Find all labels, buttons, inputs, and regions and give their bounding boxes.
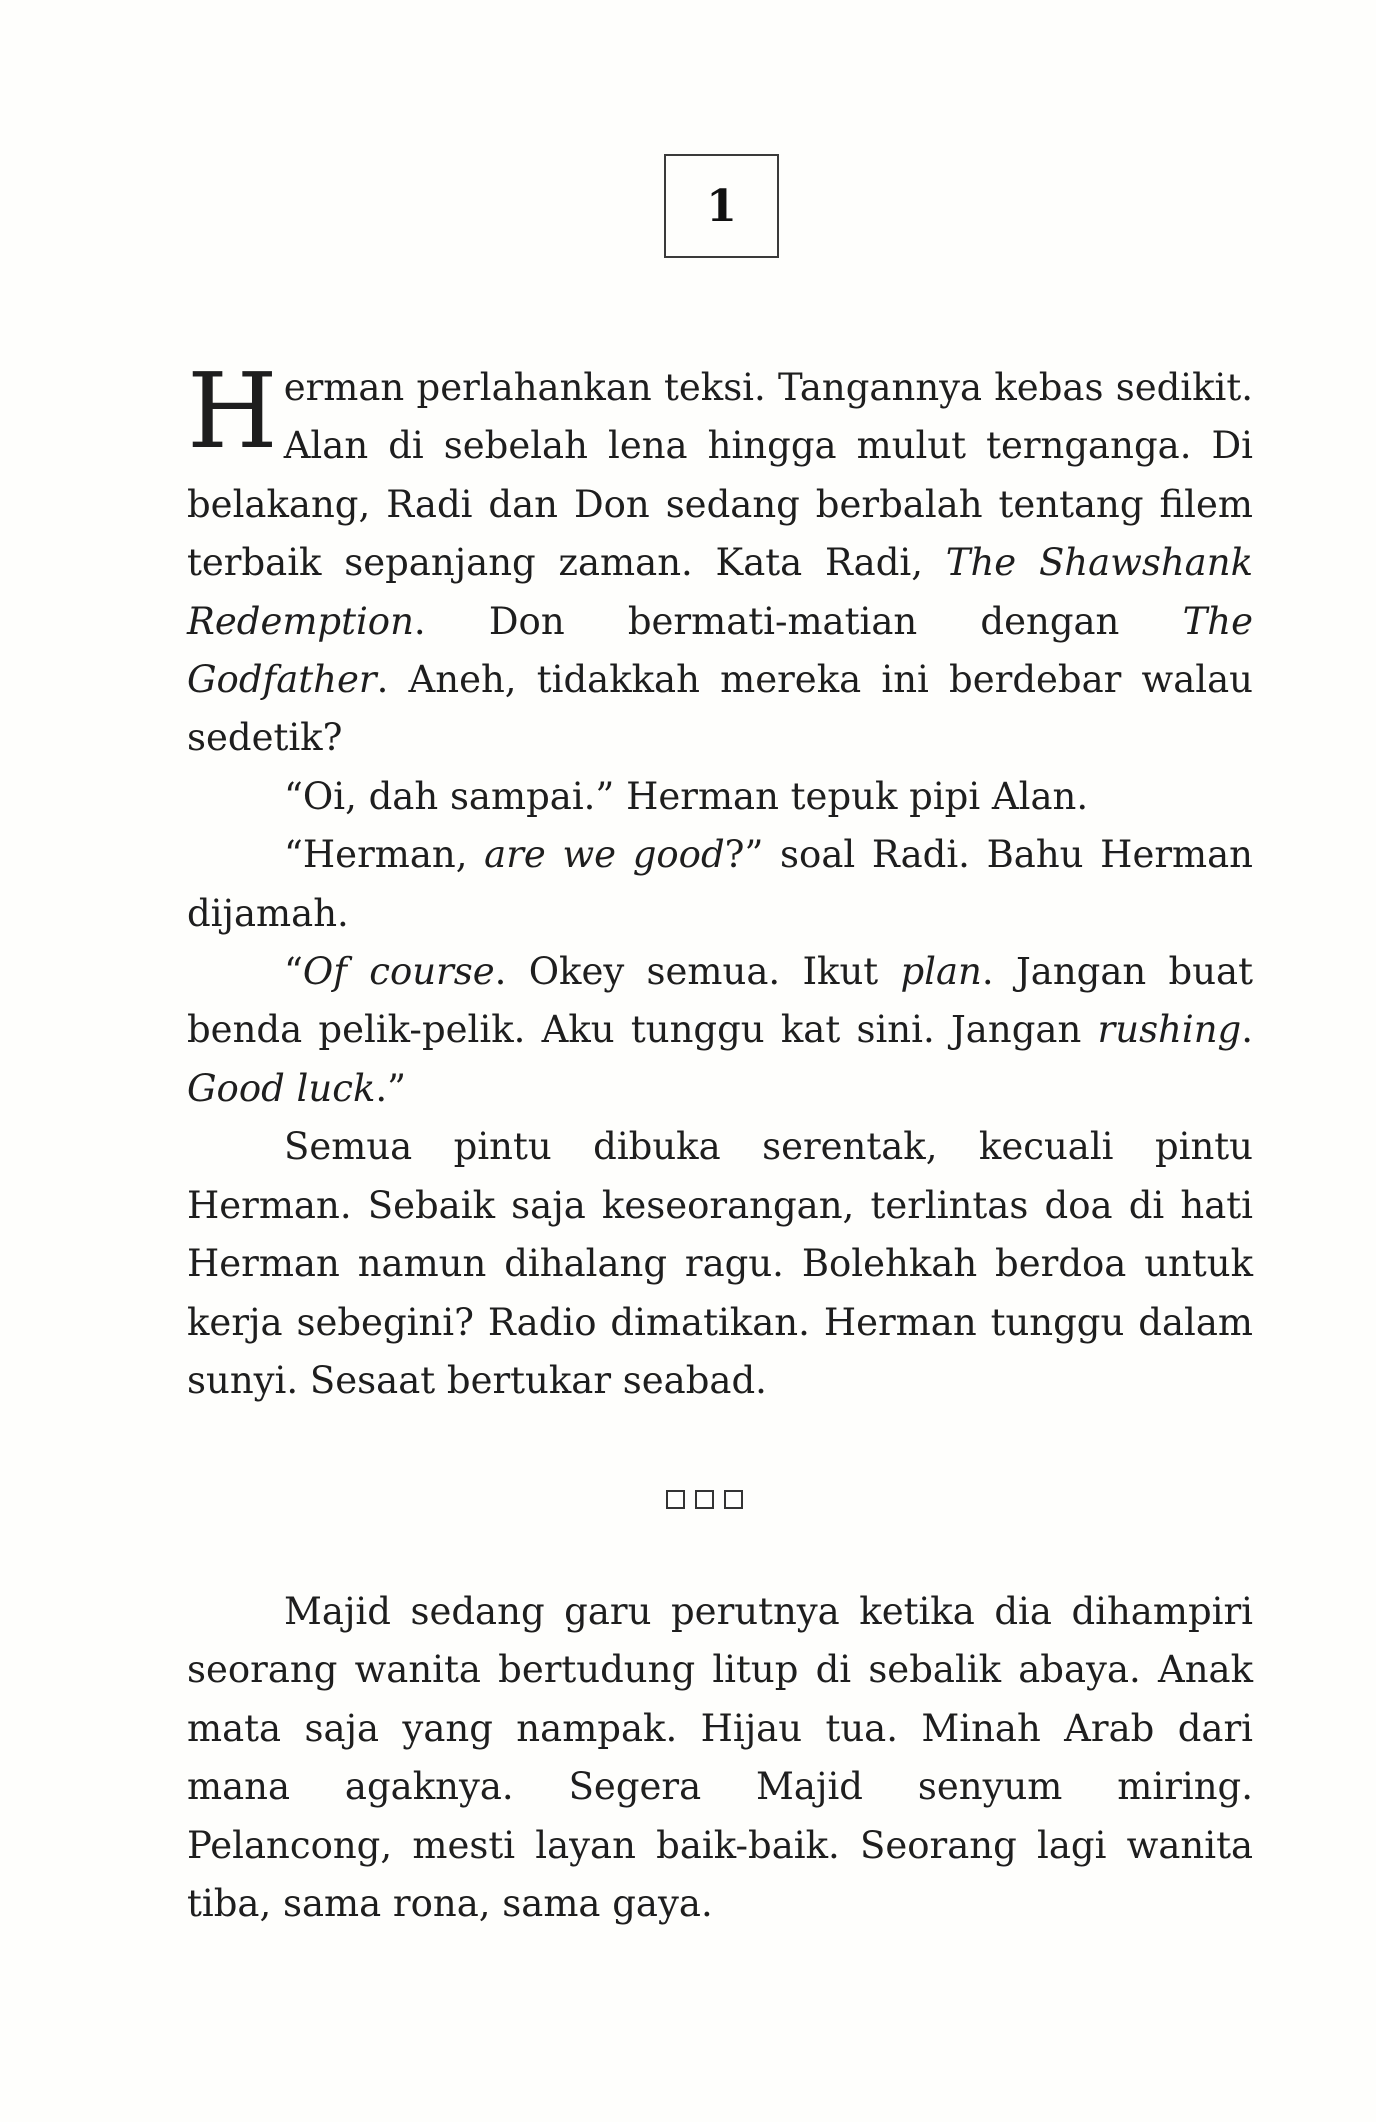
section-1-text [187, 350, 1253, 1410]
film-title-shawshank: The Shawshank Redemption [187, 541, 1253, 643]
paragraph-6: Majid sedang garu perutnya ketika dia dihampiri seorang wanita bertudung litup di sebalik abaya. Anak mata saja yang nampak. Hijau tua. Minah Arab dari mana agaknya. Segera Majid senyum miring. Pelancong, mesti layan baik-baik. Seorang lagi wanita tiba, sama rona, sama gaya. [187, 1590, 1253, 1926]
chapter-number-box [664, 154, 779, 258]
film-title-godfather: The Godfather [187, 599, 1253, 702]
section-separator [0, 1490, 1376, 1509]
drop-cap: H [187, 350, 278, 472]
paragraph-5: Semua pintu dibuka serentak, kecuali pintu Herman. Sebaik saja keseorangan, terlintas doa di hati Herman namun dihalang ragu. Bolehkah berdoa untuk kerja sebegini? Radio dimatikan. Herman tunggu dalam sunyi. Sesaat bertukar seabad. [187, 1125, 1253, 1402]
separator-square-icon [666, 1490, 685, 1509]
separator-square-icon [724, 1490, 743, 1509]
paragraph-2: “Oi, dah sampai.” Herman tepuk pipi Alan. [284, 774, 1089, 818]
paragraph-3: “Herman, are we good?” soal Radi. Bahu Herman dijamah. [187, 833, 1253, 935]
paragraph-1: Herman perlahankan teksi. Tangannya kebas sedikit. Alan di sebelah lena hingga mulut ternganga. Di belakang, Radi dan Don sedang berbalah tentang filem terbaik sepanjang zaman. Kata Radi, The Shawshank Redemption. Don bermati-matian dengan The Godfather. Aneh, tidakkah mereka ini berdebar walau sedetik? [187, 350, 1253, 760]
separator-square-icon [695, 1490, 714, 1509]
section-2-text [187, 1583, 1253, 1933]
chapter-number: 1 [706, 180, 737, 232]
paragraph-4: “Of course. Okey semua. Ikut plan. Jangan buat benda pelik-pelik. Aku tunggu kat sini. Jangan rushing. Good luck.” [187, 950, 1253, 1110]
